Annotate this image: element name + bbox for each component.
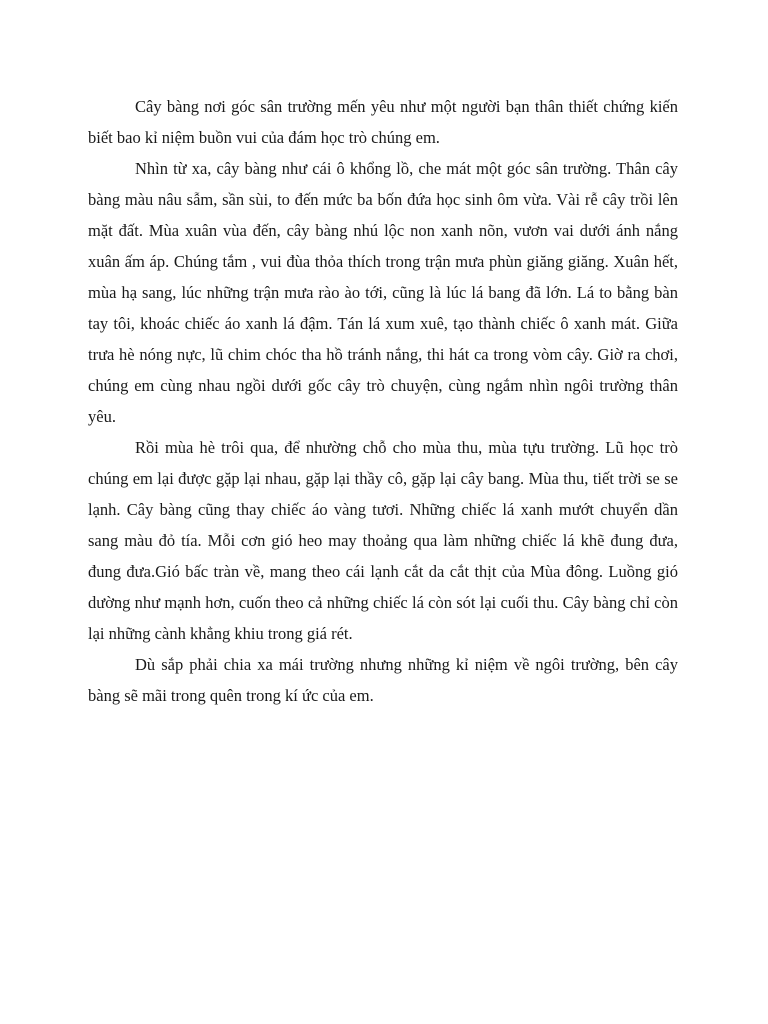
paragraph-2: Nhìn từ xa, cây bàng như cái ô khổng lồ, che mát một góc sân trường. Thân cây bàng màu nâu sẫm, sần sùi, to đến mức ba bốn đứa học sinh ôm vừa. Vài rễ cây trồi lên mặt đất. Mùa xuân vùa đến, cây bàng nhú lộc non xanh nõn, vươn vai dưới ánh nắng xuân ấm áp. Chúng tắm , vui đùa thỏa thích trong trận mưa phùn giăng giăng. Xuân hết, mùa hạ sang, lúc những trận mưa rào ào tới, cũng là lúc lá bang đã lớn. Lá to bằng bàn tay tôi, khoác chiếc áo xanh lá đậm. Tán lá xum xuê, tạo thành chiếc ô xanh mát. Giữa trưa hè nóng nực, lũ chim chóc tha hồ tránh nắng, thi hát ca trong vòm cây. Giờ ra chơi, chúng em cùng nhau ngồi dưới gốc cây trò chuyện, cùng ngắm nhìn ngôi trường thân yêu. [88,159,678,426]
paragraph-1: Cây bàng nơi góc sân trường mến yêu như một người bạn thân thiết chứng kiến biết bao kỉ niệm buồn vui của đám học trò chúng em. [88,97,678,147]
document-body [88,91,678,711]
paragraph-3: Rồi mùa hè trôi qua, để nhường chỗ cho mùa thu, mùa tựu trường. Lũ học trò chúng em lại được gặp lại nhau, gặp lại thầy cô, gặp lại cây bang. Mùa thu, tiết trời se se lạnh. Cây bàng cũng thay chiếc áo vàng tươi. Những chiếc lá xanh mướt chuyển dần sang màu đỏ tía. Mỗi cơn gió heo may thoảng qua làm những chiếc lá khẽ đung đưa, đung đưa.Gió bấc tràn về, mang theo cái lạnh cắt da cắt thịt của Mùa đông. Luồng gió dường như mạnh hơn, cuốn theo cả những chiếc lá còn sót lại cuối thu. Cây bàng chỉ còn lại những cành khẳng khiu trong giá rét. [88,438,678,643]
paragraph-4: Dù sắp phải chia xa mái trường nhưng những kỉ niệm về ngôi trường, bên cây bàng sẽ mãi trong quên trong kí ức của em. [88,655,678,705]
